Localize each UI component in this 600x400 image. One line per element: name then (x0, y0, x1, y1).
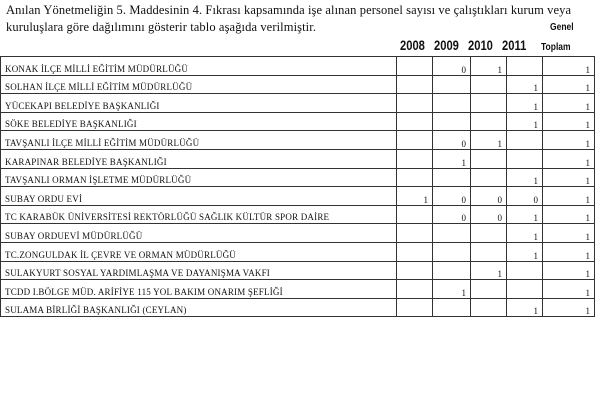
table-row (1, 149, 595, 168)
cell-2009 (433, 168, 471, 187)
cell-2009: 0 (433, 205, 471, 224)
cell-genel-toplam: 1 (543, 112, 595, 131)
cell-2010: 1 (471, 261, 507, 280)
header-2011: 2011 (502, 37, 527, 53)
cell-2010 (471, 94, 507, 113)
table-row (1, 57, 595, 76)
institution-name: TC KARABÜK ÜNİVERSİTESİ REKTÖRLÜĞÜ SAĞLIK KÜLTÜR SPOR DAİRE (1, 205, 397, 224)
header-genel: Genel (550, 22, 574, 33)
cell-2011: 0 (507, 187, 543, 206)
cell-2011 (507, 149, 543, 168)
cell-2010: 1 (471, 131, 507, 150)
cell-2011 (507, 280, 543, 299)
cell-genel-toplam: 1 (543, 149, 595, 168)
cell-2011: 1 (507, 224, 543, 243)
cell-genel-toplam: 1 (543, 75, 595, 94)
cell-genel-toplam: 1 (543, 57, 595, 76)
intro-text: Anılan Yönetmeliğin 5. Maddesinin 4. Fıkrası kapsamında işe alınan personel sayısı ve çalıştıkları kurum veya kuruluşlara göre dağılımını gösterir tablo aşağıda verilmiştir. (6, 3, 572, 34)
cell-2011: 1 (507, 112, 543, 131)
cell-2008 (397, 112, 433, 131)
cell-2008 (397, 280, 433, 299)
cell-genel-toplam: 1 (543, 280, 595, 299)
cell-2011: 1 (507, 205, 543, 224)
institution-name: TC.ZONGULDAK İL ÇEVRE VE ORMAN MÜDÜRLÜĞÜ (1, 242, 397, 261)
cell-2010: 1 (471, 57, 507, 76)
personnel-table (0, 56, 595, 317)
cell-2008 (397, 131, 433, 150)
table-row (1, 261, 595, 280)
cell-2010 (471, 298, 507, 317)
header-toplam: Toplam (541, 42, 571, 53)
cell-2011: 1 (507, 75, 543, 94)
cell-2009: 0 (433, 131, 471, 150)
table-row (1, 280, 595, 299)
cell-2009 (433, 224, 471, 243)
cell-2009 (433, 75, 471, 94)
table-row (1, 112, 595, 131)
table-row (1, 224, 595, 243)
cell-2010: 0 (471, 205, 507, 224)
cell-genel-toplam: 1 (543, 168, 595, 187)
institution-name: SÖKE BELEDİYE BAŞKANLIĞI (1, 112, 397, 131)
table-row (1, 205, 595, 224)
cell-genel-toplam: 1 (543, 242, 595, 261)
cell-2011: 1 (507, 298, 543, 317)
institution-name: TAVŞANLI ORMAN İŞLETME MÜDÜRLÜĞÜ (1, 168, 397, 187)
cell-2008 (397, 149, 433, 168)
cell-2011: 1 (507, 168, 543, 187)
cell-2009 (433, 112, 471, 131)
table-row (1, 242, 595, 261)
institution-name: YÜCEKAPI BELEDİYE BAŞKANLIĞI (1, 94, 397, 113)
cell-2009 (433, 261, 471, 280)
cell-genel-toplam: 1 (543, 94, 595, 113)
institution-name: TCDD I.BÖLGE MÜD. ARİFİYE 115 YOL BAKIM ONARIM ŞEFLİĞİ (1, 280, 397, 299)
institution-name: SUBAY ORDU EVİ (1, 187, 397, 206)
cell-2010: 0 (471, 187, 507, 206)
cell-2008 (397, 242, 433, 261)
cell-2008 (397, 75, 433, 94)
cell-2010 (471, 224, 507, 243)
cell-2008 (397, 205, 433, 224)
table-body (1, 57, 595, 317)
table-row (1, 168, 595, 187)
cell-2008 (397, 57, 433, 76)
cell-2009: 0 (433, 187, 471, 206)
header-2010: 2010 (468, 37, 493, 53)
cell-2009 (433, 298, 471, 317)
table-row (1, 298, 595, 317)
header-2009: 2009 (434, 37, 459, 53)
institution-name: KARAPINAR BELEDİYE BAŞKANLIĞI (1, 149, 397, 168)
cell-2010 (471, 149, 507, 168)
institution-name: SUBAY ORDUEVİ MÜDÜRLÜĞÜ (1, 224, 397, 243)
cell-2009 (433, 94, 471, 113)
cell-2011 (507, 261, 543, 280)
cell-2008 (397, 168, 433, 187)
institution-name: SULAKYURT SOSYAL YARDIMLAŞMA VE DAYANIŞMA VAKFI (1, 261, 397, 280)
cell-2009: 1 (433, 280, 471, 299)
cell-2011 (507, 131, 543, 150)
cell-genel-toplam: 1 (543, 261, 595, 280)
header-2008: 2008 (400, 37, 425, 53)
cell-2010 (471, 280, 507, 299)
cell-2008 (397, 94, 433, 113)
institution-name: SOLHAN İLÇE MİLLİ EĞİTİM MÜDÜRLÜĞÜ (1, 75, 397, 94)
cell-2010 (471, 75, 507, 94)
institution-name: KONAK İLÇE MİLLİ EĞİTİM MÜDÜRLÜĞÜ (1, 57, 397, 76)
cell-2009: 0 (433, 57, 471, 76)
table-row (1, 75, 595, 94)
cell-2011: 1 (507, 94, 543, 113)
cell-2009 (433, 242, 471, 261)
cell-2008 (397, 261, 433, 280)
cell-genel-toplam: 1 (543, 205, 595, 224)
cell-genel-toplam: 1 (543, 298, 595, 317)
cell-2008: 1 (397, 187, 433, 206)
cell-2011 (507, 57, 543, 76)
cell-2008 (397, 298, 433, 317)
cell-2011: 1 (507, 242, 543, 261)
cell-2010 (471, 112, 507, 131)
cell-2009: 1 (433, 149, 471, 168)
cell-2008 (397, 224, 433, 243)
table-row (1, 131, 595, 150)
cell-genel-toplam: 1 (543, 187, 595, 206)
institution-name: TAVŞANLI İLÇE MİLLİ EĞİTİM MÜDÜRLÜĞÜ (1, 131, 397, 150)
table-row (1, 94, 595, 113)
cell-genel-toplam: 1 (543, 131, 595, 150)
cell-2010 (471, 242, 507, 261)
institution-name: SULAMA BİRLİĞİ BAŞKANLIĞI (CEYLAN) (1, 298, 397, 317)
table-row (1, 187, 595, 206)
cell-2010 (471, 168, 507, 187)
cell-genel-toplam: 1 (543, 224, 595, 243)
